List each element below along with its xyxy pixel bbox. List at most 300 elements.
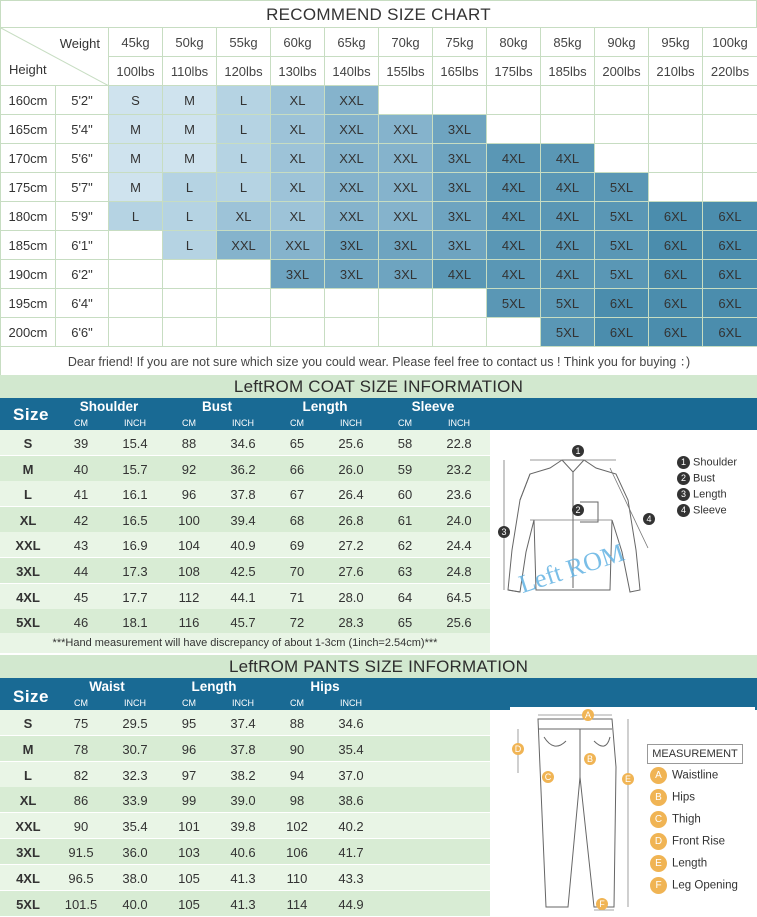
size-cell: 4XL [487, 231, 541, 260]
pants-value: 90 [289, 741, 305, 757]
coat-value: 108 [178, 564, 200, 579]
size-cell [649, 173, 703, 202]
size-cell: S [109, 86, 163, 115]
pants-value: 105 [178, 896, 200, 912]
legend-number-icon: 4 [677, 504, 690, 517]
legend-label: Bust [693, 472, 716, 485]
coat-value: 28.0 [338, 589, 364, 605]
coat-value: 24.8 [446, 564, 472, 579]
pants-value: 41.3 [230, 896, 256, 912]
coat-legend-item [677, 504, 747, 517]
size-cell: 4XL [487, 202, 541, 231]
coat-value: 27.6 [338, 564, 364, 579]
size-cell [595, 144, 649, 173]
size-cell: 5XL [595, 260, 649, 289]
pants-value: 30.7 [122, 741, 148, 757]
weight-kg: 95kg [649, 28, 703, 57]
size-label: M [22, 461, 34, 477]
weight-lbs: 110lbs [163, 57, 217, 86]
coat-value: 72 [289, 615, 305, 631]
pants-legend-item [650, 789, 755, 806]
size-cell: M [163, 144, 217, 173]
height-in: 5'7" [56, 173, 109, 202]
weight-kg: 50kg [163, 28, 217, 57]
svg-text:1: 1 [575, 446, 581, 456]
coat-value: 69 [289, 538, 305, 554]
weight-lbs: 220lbs [703, 57, 757, 86]
size-cell: 6XL [649, 318, 703, 347]
pants-unit-cm: CM [74, 698, 88, 708]
coat-size-row [0, 532, 490, 558]
coat-col-shoulder: Shoulder [79, 399, 139, 414]
pants-value: 102 [286, 819, 308, 835]
coat-col-length: Length [302, 399, 348, 414]
recommend-row [1, 173, 757, 202]
pants-legend-item [650, 767, 755, 784]
size-label: XL [19, 793, 37, 809]
coat-unit-cm: CM [398, 418, 412, 428]
pants-size-row [0, 736, 490, 762]
pants-size-header: Size [13, 687, 50, 706]
pants-size-row [0, 762, 490, 788]
recommend-row [1, 289, 757, 318]
weight-kg: 90kg [595, 28, 649, 57]
svg-text:3: 3 [501, 527, 507, 537]
weight-kg: 80kg [487, 28, 541, 57]
size-cell: 4XL [541, 202, 595, 231]
size-cell: XXL [325, 86, 379, 115]
pants-size-rows [0, 710, 490, 917]
coat-value: 24.0 [446, 512, 472, 528]
weight-lbs: 100lbs [109, 57, 163, 86]
coat-size-rows [0, 430, 490, 633]
svg-text:E: E [624, 774, 632, 784]
pants-value: 78 [73, 741, 89, 757]
size-cell [649, 115, 703, 144]
coat-legend-item [677, 472, 747, 485]
size-cell [487, 86, 541, 115]
size-cell: XXL [379, 202, 433, 231]
coat-value: 68 [289, 512, 305, 528]
weight-lbs: 155lbs [379, 57, 433, 86]
size-cell: XL [271, 115, 325, 144]
pants-value: 98 [289, 793, 305, 809]
pants-value: 75 [73, 716, 89, 731]
weight-kg: 60kg [271, 28, 325, 57]
size-cell: M [109, 115, 163, 144]
size-cell [433, 289, 487, 318]
pants-value: 105 [178, 870, 200, 886]
size-cell [541, 86, 595, 115]
legend-number-icon: 2 [677, 472, 690, 485]
coat-value: 64 [397, 589, 413, 605]
size-cell [379, 289, 433, 318]
coat-illustration [490, 440, 747, 608]
svg-text:2: 2 [575, 505, 581, 515]
coat-size-row [0, 456, 490, 482]
pants-value: 82 [73, 767, 89, 783]
size-cell: XXL [217, 231, 271, 260]
size-cell: 4XL [433, 260, 487, 289]
coat-value: 18.1 [122, 615, 148, 631]
size-cell [649, 86, 703, 115]
coat-size-row [0, 507, 490, 533]
size-cell: XXL [325, 202, 379, 231]
size-cell: L [217, 115, 271, 144]
height-in: 6'1" [56, 231, 109, 260]
coat-size-row [0, 584, 490, 610]
coat-value: 59 [397, 461, 413, 477]
weight-kg: 100kg [703, 28, 757, 57]
height-cm: 160cm [1, 86, 56, 115]
size-cell: 5XL [595, 173, 649, 202]
size-label: M [22, 741, 34, 757]
size-label: 5XL [16, 896, 40, 912]
coat-unit-cm: CM [182, 418, 196, 428]
coat-value: 42.5 [230, 564, 256, 579]
pants-value: 96 [181, 741, 197, 757]
coat-value: 71 [289, 589, 305, 605]
size-cell: 6XL [703, 202, 757, 231]
legend-label: Sleeve [693, 504, 727, 517]
pants-value: 44.9 [338, 896, 364, 912]
coat-value: 41 [73, 487, 89, 503]
size-cell [271, 318, 325, 347]
size-cell: 6XL [703, 260, 757, 289]
coat-value: 26.4 [338, 487, 364, 503]
pants-col-waist: Waist [89, 679, 125, 694]
pants-value: 35.4 [122, 819, 148, 835]
coat-value: 43 [73, 538, 89, 554]
legend-letter-icon: A [650, 767, 667, 784]
pants-size-row [0, 710, 490, 736]
pants-icon [510, 707, 635, 913]
size-cell: 3XL [379, 231, 433, 260]
weight-kg: 65kg [325, 28, 379, 57]
coat-value: 66 [289, 461, 305, 477]
height-in: 6'4" [56, 289, 109, 318]
size-cell: 6XL [649, 202, 703, 231]
size-cell [109, 260, 163, 289]
coat-value: 25.6 [338, 436, 364, 451]
weight-kg: 75kg [433, 28, 487, 57]
legend-label: Length [672, 857, 708, 870]
pants-value: 37.8 [230, 741, 256, 757]
coat-value: 92 [181, 461, 197, 477]
coat-value: 42 [73, 512, 89, 528]
size-cell [325, 289, 379, 318]
size-label: S [23, 716, 33, 731]
coat-size-row [0, 609, 490, 635]
size-label: XXL [15, 538, 41, 554]
coat-value: 100 [178, 512, 200, 528]
coat-unit-cm: CM [290, 418, 304, 428]
watermark-text: Left ROM [515, 537, 628, 599]
pants-value: 33.9 [122, 793, 148, 809]
coat-value: 36.2 [230, 461, 256, 477]
coat-value: 58 [397, 436, 413, 451]
legend-letter-icon: E [650, 855, 667, 872]
coat-value: 65 [289, 436, 305, 451]
pants-value: 37.0 [338, 767, 364, 783]
size-cell: 3XL [271, 260, 325, 289]
weight-lbs: 140lbs [325, 57, 379, 86]
pants-unit-cm: CM [182, 698, 196, 708]
coat-col-bust: Bust [202, 399, 232, 414]
height-cm: 175cm [1, 173, 56, 202]
size-cell: 6XL [703, 231, 757, 260]
legend-label: Waistline [672, 769, 719, 782]
size-cell: 6XL [703, 318, 757, 347]
height-cm: 190cm [1, 260, 56, 289]
height-cm: 200cm [1, 318, 56, 347]
size-cell: XXL [379, 115, 433, 144]
size-cell [379, 318, 433, 347]
coat-legend-item [677, 456, 747, 469]
size-cell: 6XL [649, 289, 703, 318]
pants-value: 97 [181, 767, 197, 783]
svg-text:F: F [599, 899, 605, 909]
size-label: S [23, 436, 33, 451]
size-cell: L [163, 231, 217, 260]
svg-text:C: C [544, 772, 552, 782]
size-cell [217, 289, 271, 318]
pants-section-title: LeftROM PANTS SIZE INFORMATION [0, 655, 757, 678]
height-label: Height [9, 62, 47, 77]
size-cell [703, 86, 757, 115]
size-label: 4XL [16, 870, 40, 886]
coat-value: 23.6 [446, 487, 472, 503]
svg-text:A: A [584, 710, 592, 720]
weight-kg: 85kg [541, 28, 595, 57]
size-cell: 3XL [433, 144, 487, 173]
coat-measure-note: ***Hand measurement will have discrepancy of about 1-3cm (1inch=2.54cm)*** [0, 633, 490, 653]
size-cell: XXL [325, 144, 379, 173]
size-cell: XXL [271, 231, 325, 260]
size-cell: 4XL [541, 144, 595, 173]
height-in: 6'2" [56, 260, 109, 289]
pants-legend-item [650, 833, 755, 850]
height-cm: 185cm [1, 231, 56, 260]
coat-value: 16.5 [122, 512, 148, 528]
size-cell [703, 173, 757, 202]
pants-value: 95 [181, 716, 197, 731]
legend-label: Length [693, 488, 727, 501]
pants-value: 86 [73, 793, 89, 809]
size-cell: 3XL [433, 115, 487, 144]
pants-value: 40.6 [230, 845, 256, 860]
coat-value: 16.9 [122, 538, 148, 554]
recommend-row [1, 86, 757, 115]
size-cell: M [163, 86, 217, 115]
size-cell: L [163, 202, 217, 231]
size-cell [433, 318, 487, 347]
coat-value: 63 [397, 564, 413, 579]
size-cell: 5XL [541, 318, 595, 347]
coat-value: 25.6 [446, 615, 472, 631]
size-cell [163, 260, 217, 289]
size-cell: L [217, 86, 271, 115]
pants-value: 41.3 [230, 870, 256, 886]
size-cell [109, 289, 163, 318]
size-cell: L [109, 202, 163, 231]
size-cell [649, 144, 703, 173]
size-cell: 6XL [649, 260, 703, 289]
coat-value: 24.4 [446, 538, 472, 554]
coat-value: 22.8 [446, 436, 472, 451]
recommend-row [1, 115, 757, 144]
weight-kg: 45kg [109, 28, 163, 57]
size-cell: 5XL [541, 289, 595, 318]
legend-label: Hips [672, 791, 696, 804]
coat-header [0, 398, 757, 430]
size-cell: XL [271, 173, 325, 202]
size-cell: 3XL [379, 260, 433, 289]
pants-value: 103 [178, 845, 200, 860]
recommend-row [1, 202, 757, 231]
size-cell [325, 318, 379, 347]
recommend-size-table [0, 27, 757, 376]
pants-unit-inch: INCH [124, 698, 146, 708]
coat-value: 17.3 [122, 564, 148, 579]
coat-value: 26.8 [338, 512, 364, 528]
legend-letter-icon: F [650, 877, 667, 894]
pants-value: 90 [73, 819, 89, 835]
size-cell: 3XL [433, 231, 487, 260]
size-cell: L [217, 144, 271, 173]
coat-value: 26.0 [338, 461, 364, 477]
coat-value: 37.8 [230, 487, 256, 503]
coat-value: 15.4 [122, 436, 148, 451]
weight-label: Weight [59, 36, 100, 51]
pants-value: 114 [286, 896, 308, 912]
coat-legend-item [677, 488, 747, 501]
size-cell: L [163, 173, 217, 202]
height-in: 5'6" [56, 144, 109, 173]
pants-value: 101.5 [64, 896, 98, 912]
coat-value: 88 [181, 436, 197, 451]
size-cell: XXL [379, 144, 433, 173]
legend-label: Thigh [672, 813, 701, 826]
size-cell [703, 144, 757, 173]
coat-value: 15.7 [122, 461, 148, 477]
size-cell [703, 115, 757, 144]
coat-value: 65 [397, 615, 413, 631]
size-cell [217, 318, 271, 347]
size-cell: 5XL [595, 231, 649, 260]
size-label: XL [19, 512, 37, 528]
size-cell: 4XL [487, 144, 541, 173]
height-cm: 195cm [1, 289, 56, 318]
coat-value: 27.2 [338, 538, 364, 554]
size-cell [109, 318, 163, 347]
coat-value: 45.7 [230, 615, 256, 631]
corner-header [1, 28, 109, 86]
size-cell: M [109, 144, 163, 173]
size-cell [595, 115, 649, 144]
legend-number-icon: 1 [677, 456, 690, 469]
height-in: 6'6" [56, 318, 109, 347]
pants-value: 38.2 [230, 767, 256, 783]
coat-size-row [0, 430, 490, 456]
pants-col-length: Length [191, 679, 237, 694]
coat-value: 44.1 [230, 589, 256, 605]
size-cell: 6XL [703, 289, 757, 318]
pants-unit-inch: INCH [340, 698, 362, 708]
size-label: 4XL [16, 589, 40, 605]
size-cell: 4XL [541, 231, 595, 260]
coat-value: 64.5 [446, 589, 472, 605]
weight-lbs: 165lbs [433, 57, 487, 86]
legend-letter-icon: C [650, 811, 667, 828]
pants-value: 39.8 [230, 819, 256, 835]
coat-value: 28.3 [338, 615, 364, 631]
size-cell: 4XL [487, 173, 541, 202]
coat-value: 61 [397, 512, 413, 528]
pants-value: 94 [289, 767, 305, 783]
coat-size-row [0, 481, 490, 507]
size-label: 3XL [16, 845, 40, 860]
coat-value: 67 [289, 487, 305, 503]
recommend-row [1, 231, 757, 260]
coat-unit-inch: INCH [340, 418, 362, 428]
coat-unit-inch: INCH [448, 418, 470, 428]
size-cell: XXL [325, 115, 379, 144]
weight-kg: 70kg [379, 28, 433, 57]
pants-legend-item [650, 877, 755, 894]
coat-value: 116 [178, 615, 200, 631]
height-cm: 165cm [1, 115, 56, 144]
coat-value: 39.4 [230, 512, 256, 528]
size-label: 5XL [16, 615, 40, 631]
pants-value: 101 [178, 819, 200, 835]
pants-size-row [0, 891, 490, 917]
pants-header [0, 678, 757, 710]
pants-size-row [0, 839, 490, 865]
legend-label: Shoulder [693, 456, 738, 469]
coat-value: 16.1 [122, 487, 148, 503]
pants-col-hips: Hips [310, 679, 340, 694]
size-cell: XL [217, 202, 271, 231]
coat-value: 40.9 [230, 538, 256, 554]
size-cell: 3XL [433, 202, 487, 231]
pants-value: 99 [181, 793, 197, 809]
size-cell [433, 86, 487, 115]
pants-value: 41.7 [338, 845, 364, 860]
coat-value: 40 [73, 461, 89, 477]
legend-number-icon: 3 [677, 488, 690, 501]
pants-value: 39.0 [230, 793, 256, 809]
size-cell: XL [271, 202, 325, 231]
weight-lbs: 185lbs [541, 57, 595, 86]
pants-value: 40.0 [122, 896, 148, 912]
size-cell [595, 86, 649, 115]
coat-value: 112 [178, 589, 200, 605]
pants-value: 29.5 [122, 716, 148, 731]
legend-label: Front Rise [672, 835, 726, 848]
size-label: L [24, 767, 32, 783]
coat-legend [677, 456, 747, 520]
size-cell: M [163, 115, 217, 144]
coat-value: 34.6 [230, 436, 256, 451]
weight-kg: 55kg [217, 28, 271, 57]
height-in: 5'2" [56, 86, 109, 115]
height-in: 5'4" [56, 115, 109, 144]
size-label: L [24, 487, 32, 503]
size-cell [217, 260, 271, 289]
size-label: 3XL [16, 564, 40, 579]
legend-label: Leg Opening [672, 879, 738, 892]
